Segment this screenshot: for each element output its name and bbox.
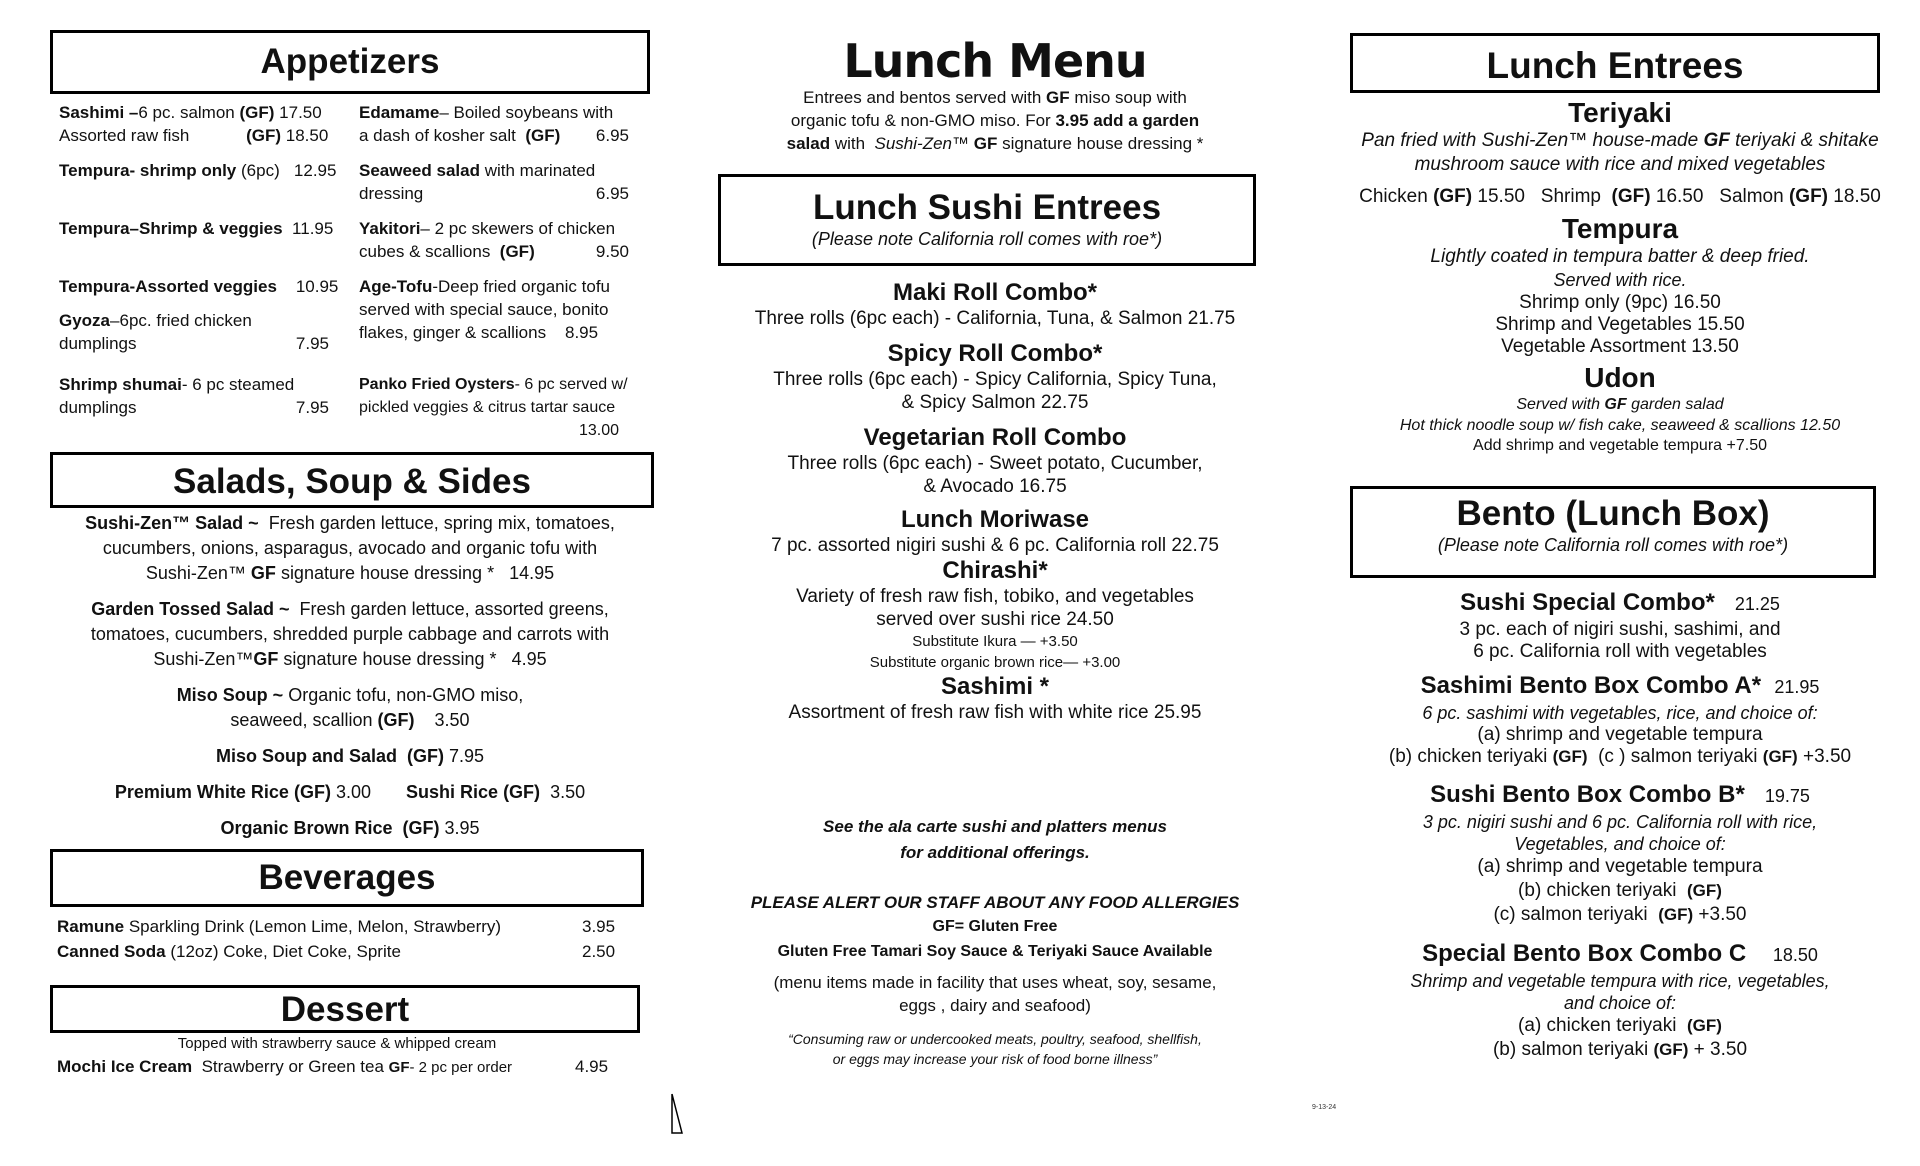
sushi-entrees-list bbox=[715, 279, 1275, 724]
gf-badge: GF bbox=[250, 563, 276, 583]
item-desc: Substitute organic brown rice— +3.00 bbox=[869, 654, 1121, 671]
lunch-entrees-title: Lunch Entrees bbox=[1486, 45, 1744, 86]
item-desc: a dash of kosher salt bbox=[359, 126, 516, 145]
appetizers-grid bbox=[59, 101, 659, 441]
gf-badge: (GF) bbox=[1433, 186, 1473, 207]
item-panko-oysters bbox=[359, 373, 649, 442]
item-name: Garden Tossed Salad ~ bbox=[91, 599, 290, 619]
gf-badge: (GF) bbox=[503, 782, 541, 802]
item-name: Premium White Rice bbox=[114, 782, 289, 802]
item-desc: Variety of fresh raw fish, tobiko, and vegetables bbox=[796, 586, 1194, 607]
appetizers-title: Appetizers bbox=[260, 42, 440, 81]
item-desc: cucumbers, onions, asparagus, avocado and organic tofu with bbox=[102, 538, 598, 558]
item-desc: flakes, ginger & scallions bbox=[359, 323, 547, 342]
item-tempura-shrimp-veggies bbox=[59, 217, 349, 240]
item-name: Sashimi Bento Box Combo A* bbox=[1420, 672, 1762, 699]
sushi-entrees-header bbox=[718, 174, 1256, 266]
beverages-list bbox=[57, 914, 657, 964]
intro-text: Entrees and bentos served with bbox=[803, 88, 1042, 107]
item-name: Organic Brown Rice bbox=[220, 818, 393, 838]
item-desc: (c ) salmon teriyaki bbox=[1598, 746, 1758, 767]
gf-badge: (GF) bbox=[499, 242, 535, 261]
item-desc: with marinated bbox=[484, 161, 596, 180]
item-desc: tomatoes, cucumbers, shredded purple cabbage and carrots with bbox=[90, 624, 610, 644]
item-price: 7.95 bbox=[449, 746, 485, 766]
item-sashimi bbox=[59, 101, 339, 147]
item-desc: Three rolls (6pc each) - Spicy California, Spicy Tuna, bbox=[773, 369, 1217, 390]
item-price: 3.50 bbox=[434, 710, 470, 730]
item-name: Yakitori bbox=[359, 219, 421, 238]
item-canned-soda bbox=[57, 939, 657, 964]
item-desc: – Boiled soybeans with bbox=[439, 103, 614, 122]
item-name: Special Bento Box Combo C bbox=[1422, 940, 1747, 967]
middle-footer bbox=[715, 814, 1275, 1069]
gf-badge: (GF) bbox=[525, 126, 561, 145]
salads-list bbox=[50, 511, 650, 841]
gf-sauces-note: Gluten Free Tamari Soy Sauce & Teriyaki Sauce Available bbox=[777, 943, 1213, 960]
item-bento-b bbox=[1330, 780, 1910, 811]
item-price: 4.95 bbox=[511, 649, 547, 669]
item-desc: Fresh garden lettuce, assorted greens, bbox=[299, 599, 609, 619]
section-heading: Teriyaki bbox=[1568, 97, 1672, 128]
item-name: Tempura–Shrimp & veggies bbox=[59, 219, 283, 238]
item-price: +3.50 bbox=[1803, 746, 1852, 767]
item-desc: (a) shrimp and vegetable tempura bbox=[1477, 856, 1763, 877]
lunch-menu-intro bbox=[715, 86, 1275, 155]
item-desc: Served with bbox=[1516, 396, 1600, 413]
bento-a-options bbox=[1330, 746, 1910, 768]
gf-badge: GF bbox=[1604, 396, 1627, 413]
item-name: Sushi Bento Box Combo B* bbox=[1430, 781, 1745, 808]
item-price: 12.95 bbox=[293, 161, 337, 180]
item-name: Panko Fried Oysters bbox=[359, 376, 515, 393]
item-desc: Add shrimp and vegetable tempura +7.50 bbox=[1473, 437, 1767, 454]
dessert-list bbox=[57, 1034, 657, 1080]
appetizers-header bbox=[50, 30, 650, 94]
item-price: 21.95 bbox=[1774, 677, 1820, 697]
item-price: 3.00 bbox=[335, 782, 371, 802]
item-desc: pickled veggies & citrus tartar sauce bbox=[359, 399, 616, 416]
intro-bold: salad bbox=[786, 134, 831, 153]
item-desc: – 2 pc skewers of chicken bbox=[420, 219, 616, 238]
alacarte-note: for additional offerings. bbox=[900, 843, 1090, 862]
item-name: Chirashi* bbox=[942, 557, 1048, 584]
udon-desc bbox=[1330, 394, 1910, 415]
item-desc: (12oz) Coke, Diet Coke, Sprite bbox=[170, 942, 401, 961]
item-price: + 3.50 bbox=[1693, 1039, 1748, 1060]
item-desc: –6pc. fried chicken bbox=[110, 311, 252, 330]
item-desc: 6 pc. California roll with vegetables bbox=[1473, 641, 1767, 662]
item-price: 2.50 bbox=[582, 942, 616, 961]
consumption-warning: or eggs may increase your risk of food borne illness” bbox=[832, 1051, 1158, 1067]
item-desc: (6pc) bbox=[241, 161, 280, 180]
item-desc: Shrimp and vegetable tempura with rice, vegetables, bbox=[1410, 971, 1830, 991]
bento-header bbox=[1350, 486, 1876, 578]
intro-text: miso soup with bbox=[1074, 88, 1187, 107]
item-bento-c bbox=[1330, 939, 1910, 970]
item-edamame bbox=[359, 101, 629, 147]
item-desc: 3 pc. each of nigiri sushi, sashimi, and bbox=[1459, 619, 1781, 640]
item-bento-a bbox=[1330, 671, 1910, 702]
item-name: Age-Tofu bbox=[359, 277, 433, 296]
item-garden-salad bbox=[50, 597, 650, 672]
beverages-header bbox=[50, 849, 644, 907]
item-name: Seaweed salad bbox=[359, 161, 480, 180]
consumption-warning: “Consuming raw or undercooked meats, poultry, seafood, shellfish, bbox=[788, 1031, 1202, 1047]
item-name: Sushi Rice bbox=[406, 782, 499, 802]
intro-italic: Sushi-Zen™ bbox=[874, 134, 969, 153]
item-desc: Hot thick noodle soup w/ fish cake, seaweed & scallions 12.50 bbox=[1399, 417, 1841, 434]
item-desc: teriyaki & shitake bbox=[1735, 130, 1879, 151]
item-price: 14.95 bbox=[509, 563, 555, 583]
option-name: Chicken bbox=[1359, 186, 1428, 207]
gf-badge: (GF) bbox=[402, 818, 440, 838]
item-seaweed-salad bbox=[359, 159, 629, 205]
item-price: 21.25 bbox=[1734, 594, 1780, 614]
gf-badge: (GF) bbox=[1611, 186, 1651, 207]
item-mochi bbox=[57, 1054, 657, 1080]
item-tempura-shrimp bbox=[59, 159, 349, 182]
gf-badge: GF bbox=[388, 1059, 410, 1076]
item-shrimp-shumai bbox=[59, 373, 329, 419]
option-price: 16.50 bbox=[1655, 186, 1704, 207]
item-desc: dumplings bbox=[59, 334, 137, 353]
item-desc: 6 pc. sashimi with vegetables, rice, and choice of: bbox=[1422, 703, 1818, 723]
gf-badge: (GF) bbox=[1788, 186, 1829, 207]
item-gyoza bbox=[59, 309, 329, 355]
item-name: Sushi-Zen™ Salad ~ bbox=[85, 513, 259, 533]
gf-badge: (GF) bbox=[377, 710, 415, 730]
salads-header bbox=[50, 452, 654, 508]
item-desc: seaweed, scallion bbox=[230, 710, 373, 730]
item-price: 3.95 bbox=[444, 818, 480, 838]
date-code: 9-13-24 bbox=[1312, 1104, 1337, 1111]
gf-badge: GF bbox=[973, 134, 998, 153]
sushi-entrees-title: Lunch Sushi Entrees bbox=[812, 188, 1162, 227]
intro-text: organic tofu & non-GMO miso. For bbox=[790, 111, 1051, 130]
item-price: 13.00 bbox=[579, 422, 620, 439]
gf-badge: (GF) bbox=[1687, 1016, 1722, 1035]
item-name: Maki Roll Combo* bbox=[892, 279, 1097, 306]
item-desc: -Deep fried organic tofu bbox=[432, 277, 610, 296]
item-name: Vegetarian Roll Combo bbox=[863, 424, 1127, 451]
item-desc: and choice of: bbox=[1563, 993, 1677, 1013]
item-sushi-special bbox=[1330, 588, 1910, 619]
item-name: Edamame bbox=[359, 103, 440, 122]
gf-badge: (GF) bbox=[293, 782, 331, 802]
item-name: Shrimp shumai bbox=[59, 375, 182, 394]
facility-note: eggs , dairy and seafood) bbox=[899, 996, 1091, 1015]
item-name: Gyoza bbox=[59, 311, 111, 330]
intro-text: with bbox=[834, 134, 866, 153]
allergy-note: PLEASE ALERT OUR STAFF ABOUT ANY FOOD ALLERGIES bbox=[750, 893, 1240, 912]
item-desc: (b) salmon teriyaki bbox=[1492, 1039, 1649, 1060]
item-desc: served over sushi rice 24.50 bbox=[876, 609, 1114, 630]
item-desc: (c) salmon teriyaki bbox=[1493, 904, 1648, 925]
item-desc: mushroom sauce with rice and mixed vegetables bbox=[1414, 154, 1826, 175]
option-name: Shrimp bbox=[1540, 186, 1601, 207]
item-price: 18.50 bbox=[1772, 945, 1818, 965]
item-name: Tempura-Assorted veggies bbox=[59, 277, 277, 296]
item-name: Ramune bbox=[57, 917, 125, 936]
item-age-tofu bbox=[359, 275, 649, 344]
gf-badge: GF bbox=[1046, 88, 1070, 107]
option-name: Salmon bbox=[1719, 186, 1784, 207]
beverages-title: Beverages bbox=[258, 858, 436, 897]
item-desc: Pan fried with Sushi-Zen™ house-made bbox=[1361, 130, 1699, 151]
item-desc: Served with rice. bbox=[1553, 270, 1687, 290]
lunch-entrees-header bbox=[1350, 33, 1880, 93]
sushi-entrees-subtitle: (Please note California roll comes with roe*) bbox=[811, 228, 1163, 249]
alacarte-note: See the ala carte sushi and platters menus bbox=[823, 817, 1167, 836]
item-desc: signature house dressing * bbox=[280, 563, 495, 583]
teriyaki-options bbox=[1330, 185, 1910, 209]
item-desc: & Avocado 16.75 bbox=[923, 476, 1067, 497]
item-price: 3.95 bbox=[582, 917, 616, 936]
item-desc: dumplings bbox=[59, 398, 137, 417]
item-name: Miso Soup and Salad bbox=[215, 746, 397, 766]
item-desc: Assortment of fresh raw fish with white rice 25.95 bbox=[788, 702, 1202, 723]
lunch-entrees-list bbox=[1330, 97, 1910, 456]
intro-bold: 3.95 add a garden bbox=[1055, 111, 1200, 130]
gf-badge: (GF) bbox=[246, 126, 282, 145]
item-brown-rice bbox=[50, 816, 650, 841]
item-name: Miso Soup ~ bbox=[176, 685, 284, 705]
item-desc: garden salad bbox=[1631, 396, 1724, 413]
gf-badge: (GF) bbox=[407, 746, 444, 766]
item-desc: Substitute Ikura — +3.50 bbox=[912, 633, 1078, 650]
section-heading: Udon bbox=[1584, 362, 1656, 393]
item-desc: Sparkling Drink (Lemon Lime, Melon, Strawberry) bbox=[128, 917, 502, 936]
item-price: 10.95 bbox=[295, 277, 339, 296]
lunch-menu-title bbox=[715, 34, 1275, 88]
salads-title: Salads, Soup & Sides bbox=[173, 462, 531, 501]
option-line: Shrimp only (9pc) 16.50 bbox=[1519, 292, 1721, 313]
item-desc: (b) chicken teriyaki bbox=[1388, 746, 1548, 767]
item-price: 3.50 bbox=[550, 782, 586, 802]
option-price: 18.50 bbox=[1833, 186, 1881, 207]
item-desc: Assorted raw fish bbox=[59, 126, 190, 145]
item-desc: - 2 pc per order bbox=[409, 1059, 513, 1076]
item-desc: Vegetables, and choice of: bbox=[1514, 834, 1726, 854]
item-yakitori bbox=[359, 217, 629, 263]
bento-list bbox=[1330, 588, 1910, 1062]
bento-subtitle: (Please note California roll comes with roe*) bbox=[1437, 534, 1789, 555]
item-name: Sashimi * bbox=[940, 673, 1050, 700]
gf-badge: (GF) bbox=[1762, 747, 1798, 766]
item-desc: dressing bbox=[359, 184, 424, 203]
section-heading: Tempura bbox=[1561, 213, 1679, 244]
item-miso-soup bbox=[50, 683, 650, 733]
item-price: 7.95 bbox=[295, 334, 329, 353]
dessert-note: Topped with strawberry sauce & whipped cream bbox=[177, 1035, 497, 1052]
dessert-header bbox=[50, 985, 640, 1033]
item-price: 17.50 bbox=[279, 103, 322, 122]
gf-badge: (GF) bbox=[1552, 747, 1588, 766]
option-line: Vegetable Assortment 13.50 bbox=[1501, 336, 1739, 357]
item-desc: Strawberry or Green tea bbox=[201, 1057, 384, 1076]
item-desc: (a) shrimp and vegetable tempura bbox=[1477, 724, 1763, 745]
bento-title: Bento (Lunch Box) bbox=[1456, 494, 1770, 533]
item-ramune bbox=[57, 914, 657, 939]
item-price: +3.50 bbox=[1698, 904, 1747, 925]
item-desc: (b) chicken teriyaki bbox=[1518, 880, 1677, 901]
gf-badge: (GF) bbox=[1658, 905, 1694, 924]
item-desc: 3 pc. nigiri sushi and 6 pc. California roll with rice, bbox=[1422, 812, 1818, 832]
item-tempura-veggies bbox=[59, 275, 349, 298]
item-price: 19.75 bbox=[1764, 786, 1810, 806]
item-desc: Sushi-Zen™ bbox=[145, 563, 246, 583]
gf-badge: GF bbox=[1703, 130, 1730, 151]
item-price: 8.95 bbox=[565, 323, 599, 342]
item-name: Sushi Special Combo* bbox=[1460, 589, 1715, 616]
item-desc: Organic tofu, non-GMO miso, bbox=[288, 685, 524, 705]
item-sushi-zen-salad bbox=[50, 511, 650, 586]
item-name: Sashimi – bbox=[59, 103, 139, 122]
teriyaki-desc bbox=[1330, 129, 1910, 153]
item-desc: - 6 pc steamed bbox=[181, 375, 295, 394]
item-desc: Three rolls (6pc each) - Sweet potato, Cucumber, bbox=[787, 453, 1203, 474]
gf-badge: (GF) bbox=[239, 103, 275, 122]
item-desc: 6 pc. salmon bbox=[138, 103, 235, 122]
item-desc: 7 pc. assorted nigiri sushi & 6 pc. California roll 22.75 bbox=[771, 535, 1219, 556]
item-miso-salad bbox=[50, 744, 650, 769]
item-desc: Sushi-Zen™ bbox=[153, 649, 254, 669]
dessert-title: Dessert bbox=[280, 990, 410, 1029]
item-desc: cubes & scallions bbox=[359, 242, 491, 261]
item-price: 4.95 bbox=[575, 1057, 609, 1076]
item-desc: Fresh garden lettuce, spring mix, tomatoes, bbox=[268, 513, 615, 533]
facility-note: (menu items made in facility that uses wheat, soy, sesame, bbox=[773, 973, 1217, 992]
fold-mark bbox=[670, 1093, 684, 1135]
gf-definition: GF= Gluten Free bbox=[932, 918, 1058, 935]
intro-text: signature house dressing * bbox=[1002, 134, 1204, 153]
item-desc: Three rolls (6pc each) - California, Tuna, & Salmon 21.75 bbox=[754, 308, 1236, 329]
item-price: 18.50 bbox=[285, 126, 329, 145]
item-desc: & Spicy Salmon 22.75 bbox=[901, 392, 1089, 413]
item-name: Spicy Roll Combo* bbox=[887, 340, 1103, 367]
item-desc: served with special sauce, bonito bbox=[359, 300, 609, 319]
item-price: 6.95 bbox=[595, 126, 629, 145]
lunch-menu-heading: Lunch Menu bbox=[843, 34, 1147, 88]
option-price: 15.50 bbox=[1477, 186, 1525, 207]
item-desc: Lightly coated in tempura batter & deep fried. bbox=[1430, 246, 1810, 267]
item-desc: signature house dressing * bbox=[283, 649, 497, 669]
item-name: Tempura- shrimp only bbox=[59, 161, 237, 180]
item-rice-row bbox=[50, 780, 650, 805]
gf-badge: (GF) bbox=[1687, 881, 1722, 900]
item-desc: (a) chicken teriyaki bbox=[1518, 1015, 1677, 1036]
item-price: 9.50 bbox=[595, 242, 629, 261]
item-name: Canned Soda bbox=[57, 942, 166, 961]
option-line: Shrimp and Vegetables 15.50 bbox=[1495, 314, 1745, 335]
item-price: 11.95 bbox=[292, 219, 334, 238]
gf-badge: GF bbox=[253, 649, 279, 669]
item-price: 7.95 bbox=[295, 398, 329, 417]
item-price: 6.95 bbox=[595, 184, 629, 203]
item-desc: - 6 pc served w/ bbox=[514, 376, 628, 393]
item-name: Lunch Moriwase bbox=[900, 506, 1090, 533]
item-name: Mochi Ice Cream bbox=[57, 1057, 193, 1076]
gf-badge: (GF) bbox=[1653, 1040, 1689, 1059]
